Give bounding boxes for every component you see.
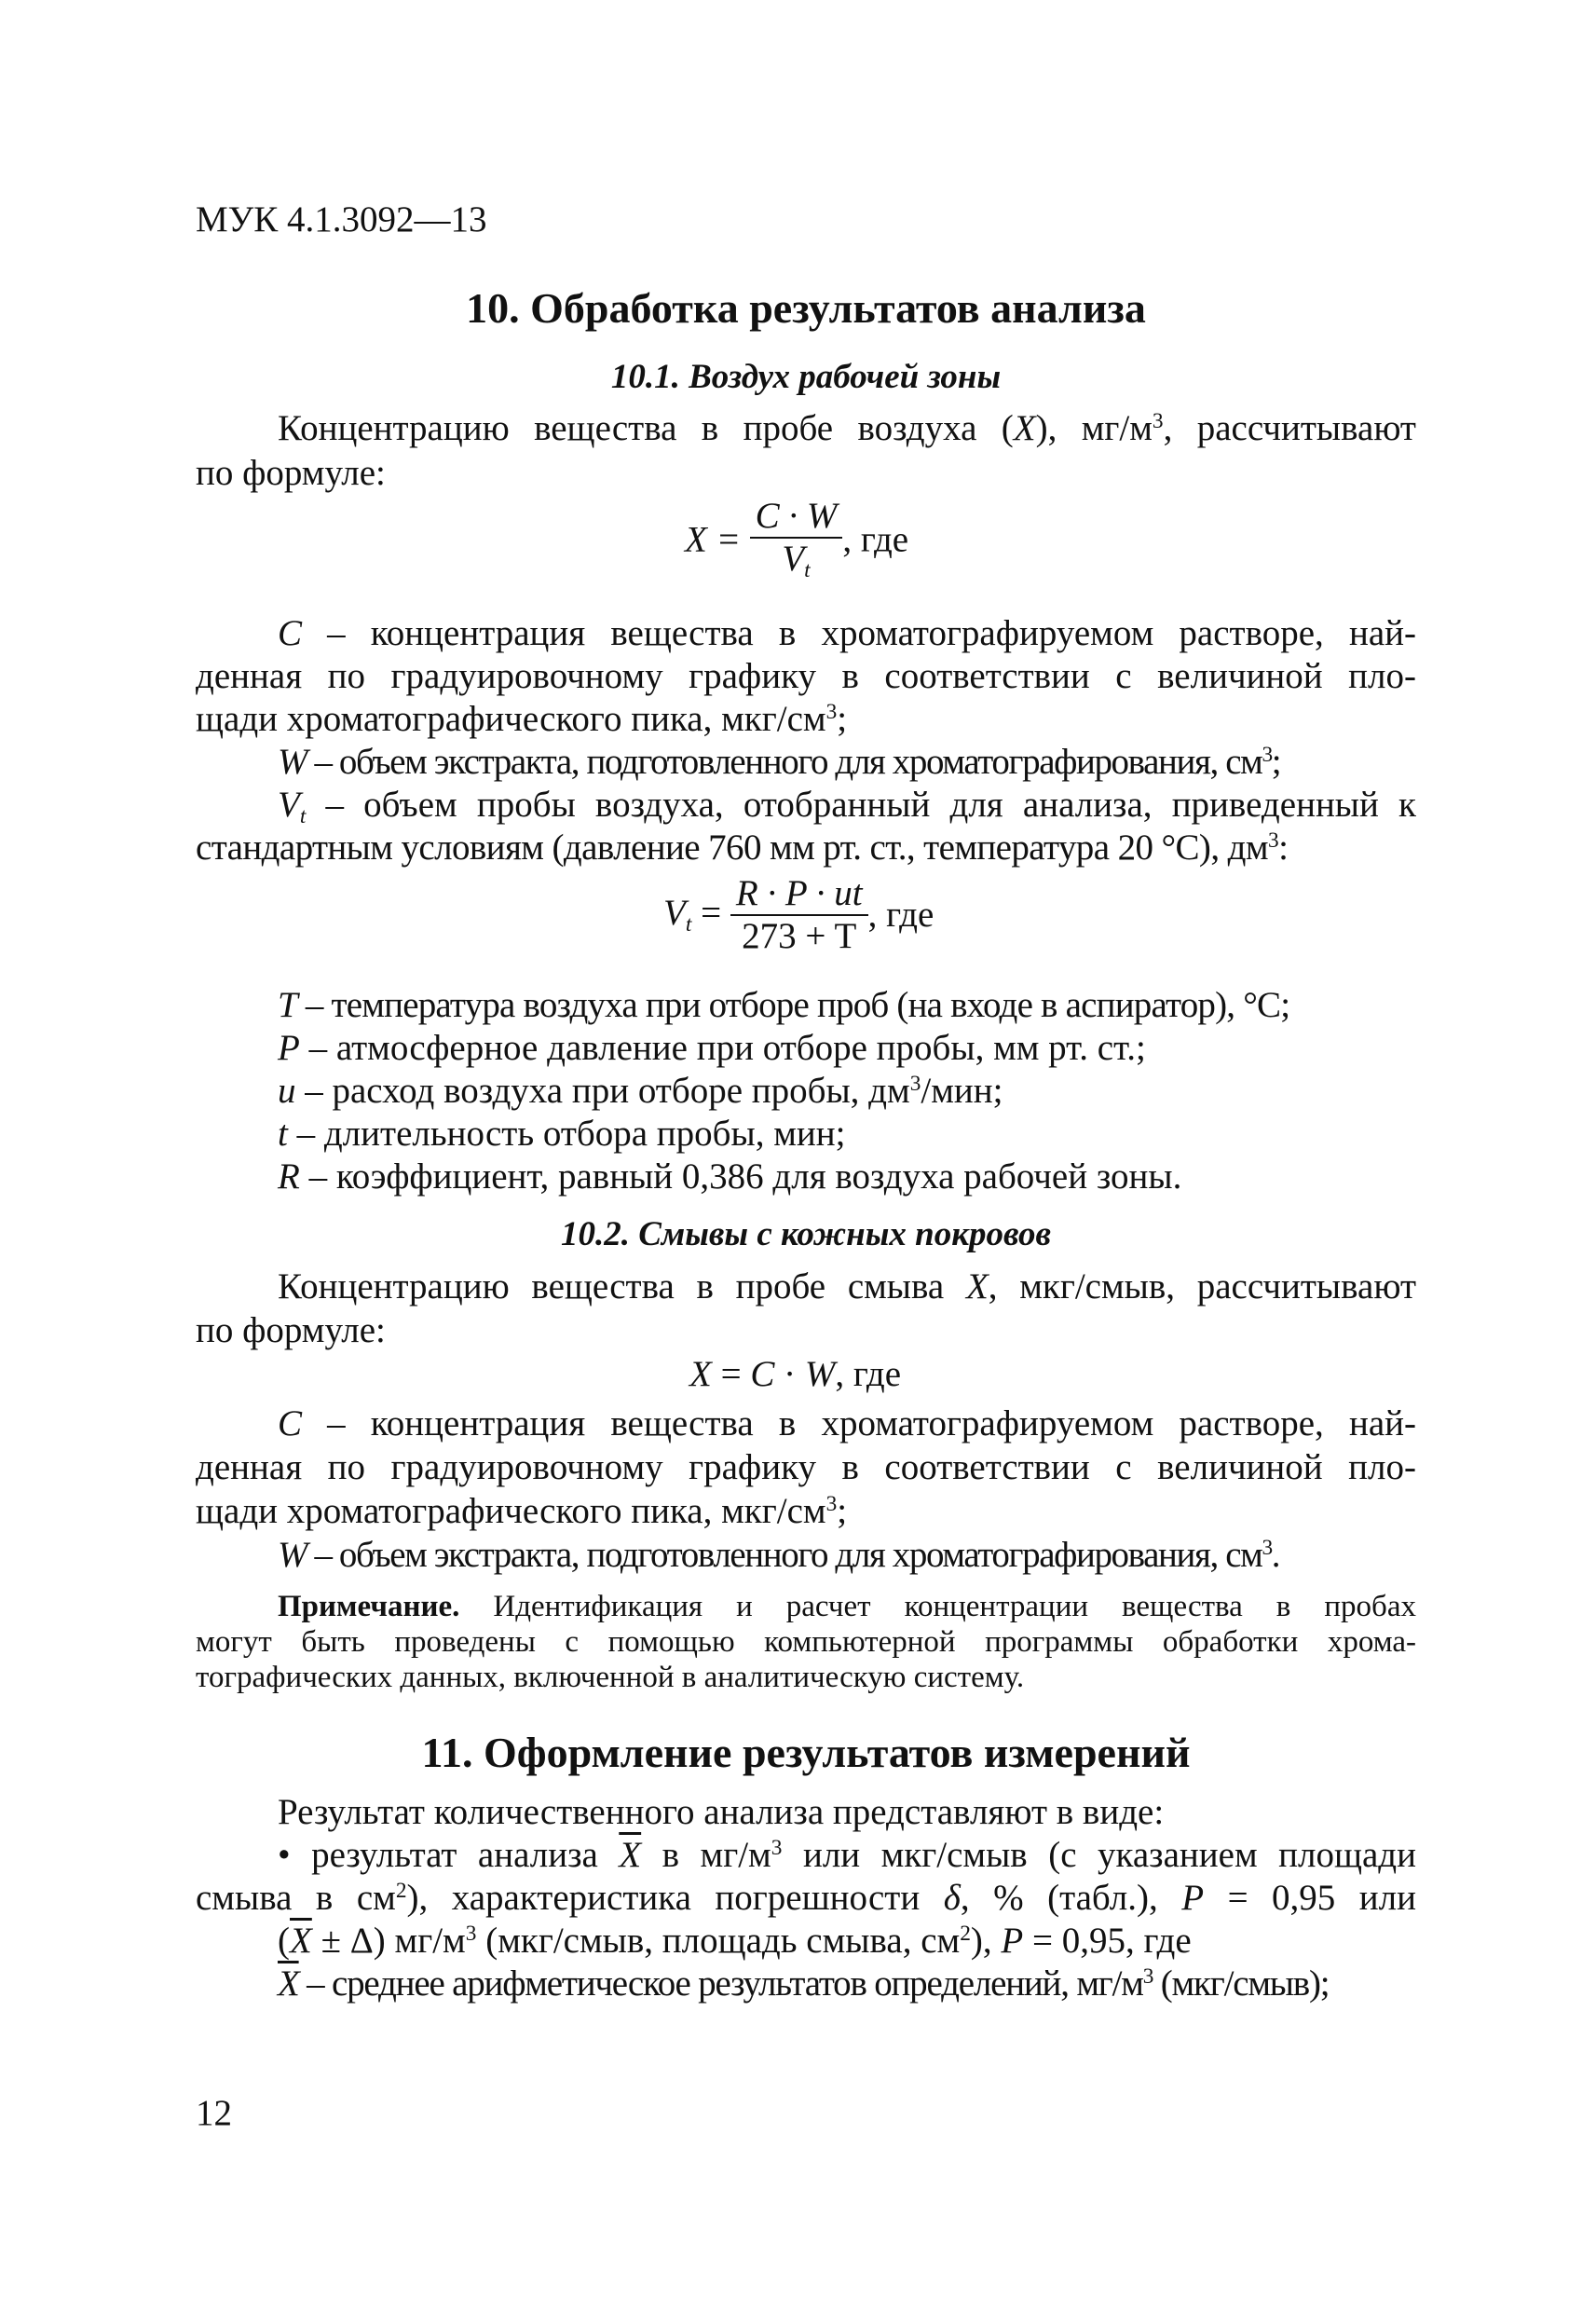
section-10-title: 10. Обработка результатов анализа — [466, 284, 1146, 332]
w-definition: W – объем экстракта, подготовленного для хроматографирования, $см^3$; — [278, 742, 1281, 782]
bullet-line-2: смыва в $см^2$), характеристика погрешности δ, % (табл.), P = 0,95 или — [196, 1878, 1417, 1918]
paragraph-intro-2: по формуле: — [196, 453, 386, 493]
paragraph-intro-1: Концентрацию вещества в пробе воздуха (X), $мг/м^3$, рассчитывают — [278, 408, 1416, 448]
u-definition: u – расход воздуха при отборе пробы, $дм^3$/мин; — [278, 1071, 1003, 1111]
note-line-2: могут быть проведены с помощью компьютерной программы обработки хрома- — [196, 1625, 1416, 1659]
bullet-line-3: $(\overline{X} \pm \Delta)$ $мг/м^3$ (мкг/смыв, площадь смыва, $см^2$), P = 0,95, где — [278, 1921, 1192, 1961]
subsection-10-2-title: 10.2. Смывы с кожных покровов — [560, 1215, 1052, 1253]
formula-vt: $V_t$ = $\frac{R \cdot P \cdot ut}{273 + T}$ , где — [663, 873, 934, 956]
note-line-1: Примечание. Идентификация и расчет концентрации вещества в пробах — [278, 1590, 1416, 1623]
c-definition-line-2: денная по градуировочному графику в соответствии с величиной пло- — [196, 656, 1416, 696]
vt-definition-line-2: стандартным условиям (давление 760 мм рт. ст., температура 20 °С), $дм^3$: — [196, 828, 1289, 868]
t-definition: T – температура воздуха при отборе проб (на входе в аспиратор), °С; — [278, 985, 1290, 1025]
t-duration-definition: t – длительность отбора пробы, мин; — [278, 1114, 846, 1154]
page-number: 12 — [196, 2093, 232, 2133]
c2-definition-line-3: щади хроматографического пика, мкг/$см^3$; — [196, 1491, 848, 1531]
c2-definition-line-1: C – концентрация вещества в хроматографируемом растворе, най- — [278, 1403, 1416, 1443]
subsection-10-1-title: 10.1. Воздух рабочей зоны — [610, 358, 1002, 396]
bullet-line-1: • результат анализа $\overline{X}$ в $мг/м^3$ или мкг/смыв (с указанием площади — [278, 1835, 1417, 1875]
c-definition-line-3: щади хроматографического пика, мкг/$см^3$; — [196, 699, 848, 739]
x-mean-definition: $\overline{X}$ – среднее арифметическое результатов определений, $мг/м^3$ (мкг/смыв); — [278, 1963, 1330, 2004]
vt-definition-line-1: $V_t$ – объем пробы воздуха, отобранный для анализа, приведенный к — [278, 785, 1416, 829]
r-definition: R – коэффициент, равный 0,386 для воздуха рабочей зоны. — [278, 1156, 1182, 1197]
c-definition-line-1: C – концентрация вещества в хроматографируемом растворе, най- — [278, 613, 1416, 653]
note-line-3: тографических данных, включенной в аналитическую систему. — [196, 1661, 1025, 1694]
section-11-title: 11. Оформление результатов измерений — [421, 1729, 1191, 1776]
paragraph-intro-3: Концентрацию вещества в пробе смыва X, мкг/смыв, рассчитывают — [278, 1266, 1416, 1306]
paragraph-intro-4: по формуле: — [196, 1310, 386, 1350]
p-definition: P – атмосферное давление при отборе пробы, мм рт. ст.; — [278, 1028, 1146, 1068]
c2-definition-line-2: денная по градуировочному графику в соответствии с величиной пло- — [196, 1447, 1416, 1487]
w2-definition: W – объем экстракта, подготовленного для хроматографирования, $см^3$. — [278, 1535, 1280, 1575]
formula-x: X = $\frac{C \cdot W}{V_t}$ , где — [685, 496, 909, 583]
formula-x-wash: X = C · W, где — [689, 1354, 902, 1394]
section-11-intro: Результат количественного анализа представляют в виде: — [278, 1792, 1165, 1832]
document-header: МУК 4.1.3092—13 — [196, 199, 487, 239]
